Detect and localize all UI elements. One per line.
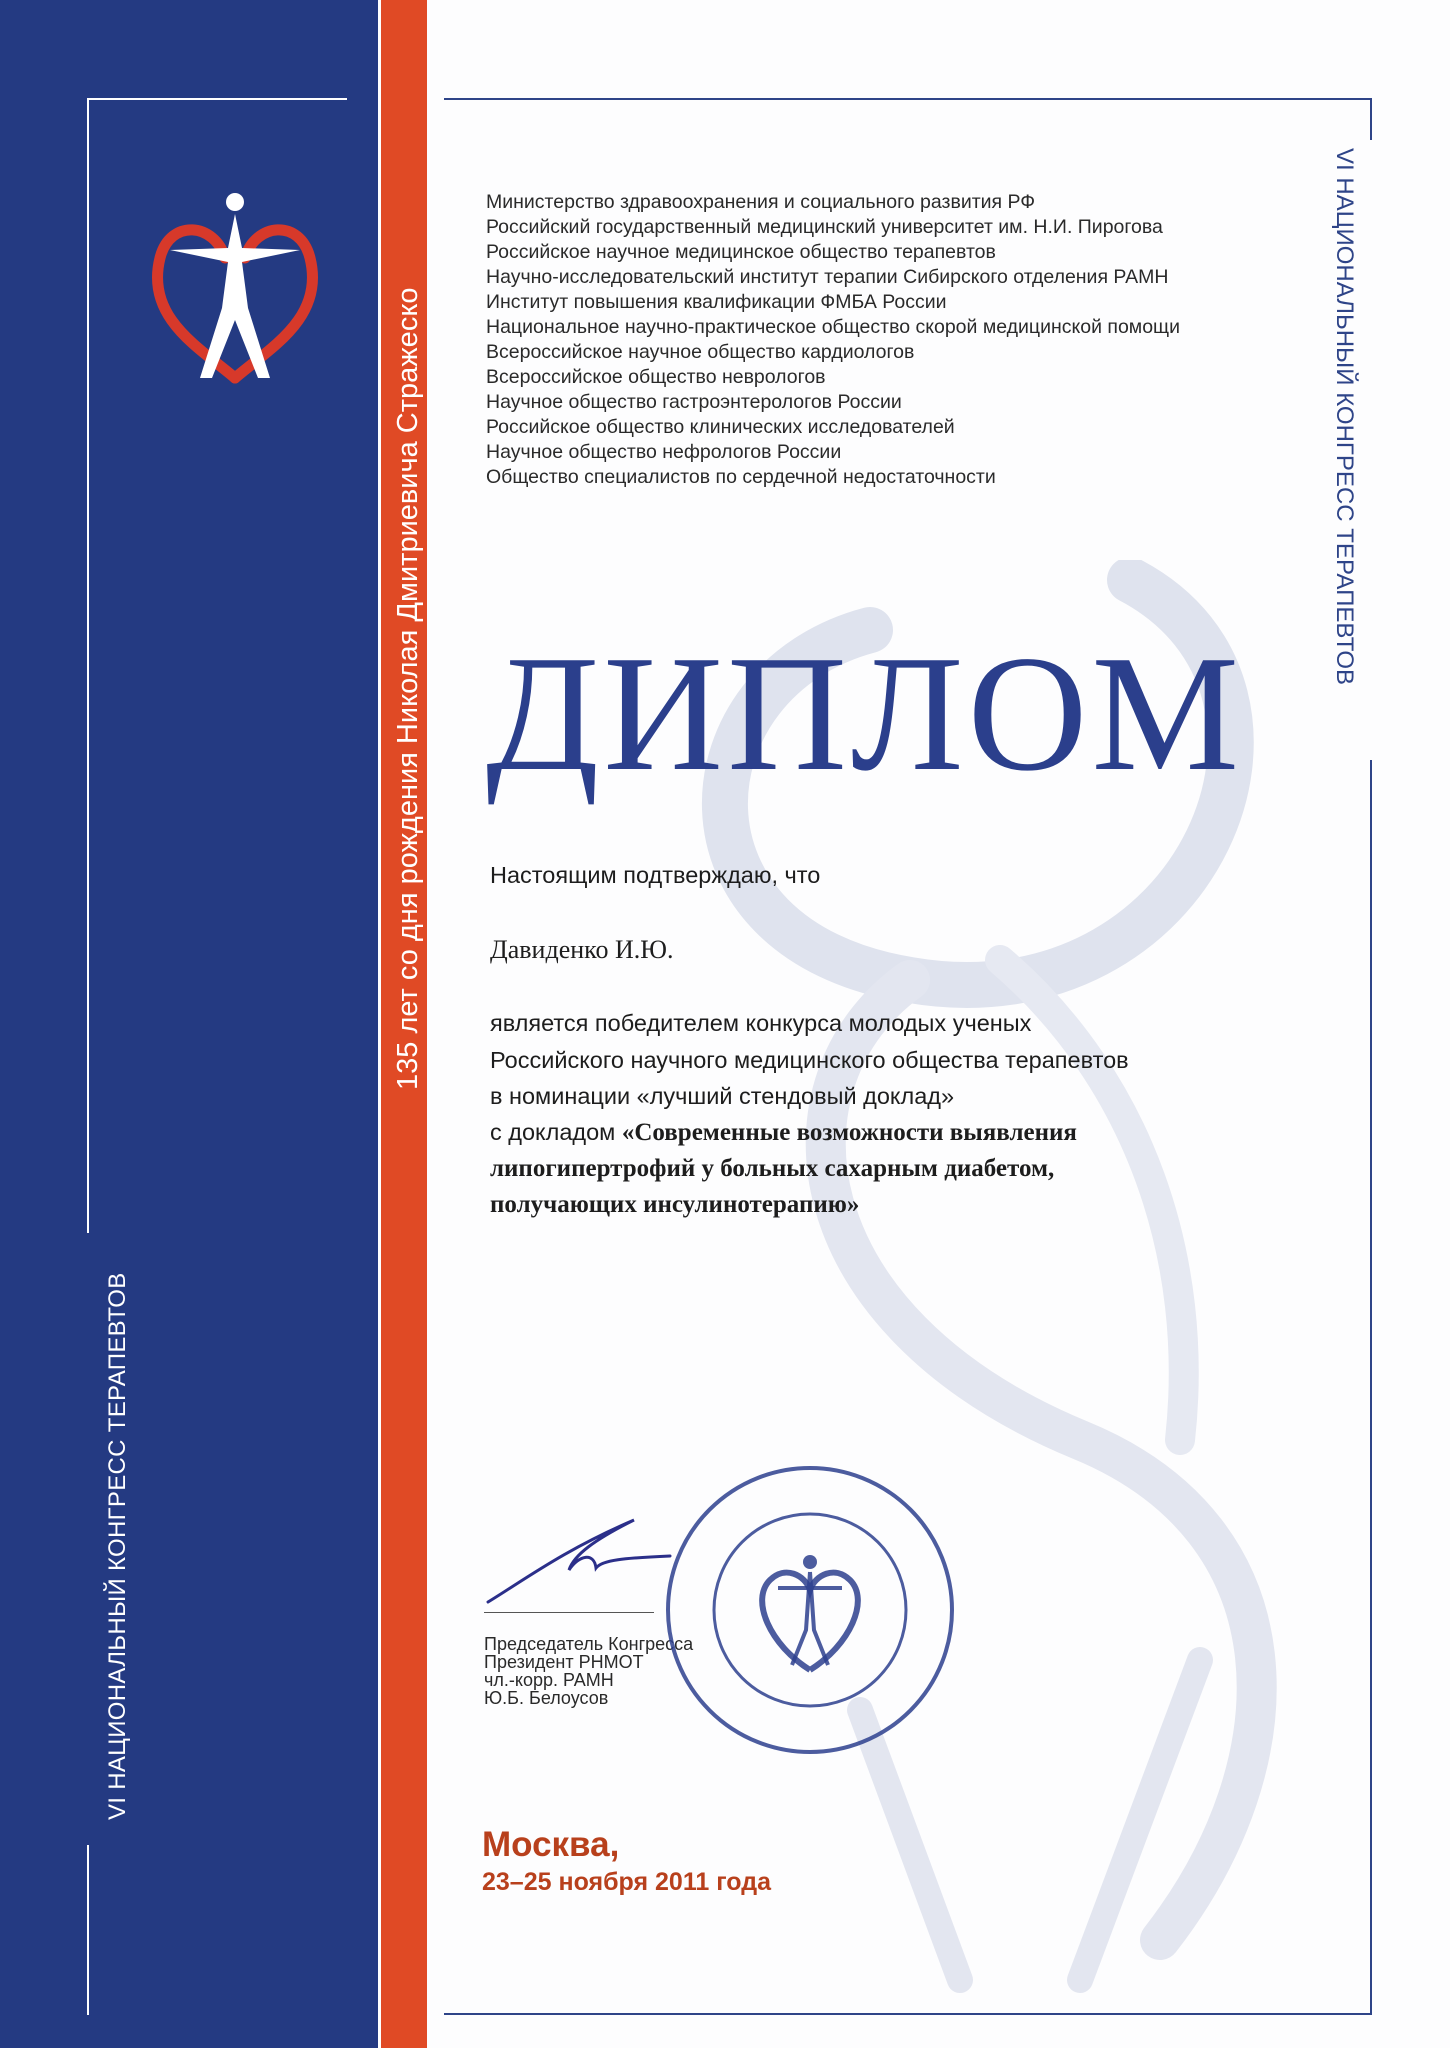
nomination-line: в номинации «лучший стендовый доклад» — [490, 1083, 955, 1109]
congress-logo-icon — [140, 188, 330, 388]
award-line: является победителем конкурса молодых ученых — [490, 1010, 1032, 1036]
organization-item: Министерство здравоохранения и социального развития РФ — [486, 191, 1036, 213]
signatory-name: Ю.Б. Белоусов — [484, 1688, 609, 1708]
frame-line — [444, 2013, 1372, 2015]
band-frame-line — [87, 98, 89, 1233]
frame-line — [444, 98, 1372, 100]
recipient-name: Давиденко И.Ю. — [490, 935, 674, 964]
organization-item: Российское общество клинических исследователей — [486, 416, 955, 438]
diploma-title: ДИПЛОМ — [486, 621, 1244, 805]
band-frame-line — [87, 98, 347, 100]
organization-item: Всероссийское общество неврологов — [486, 366, 826, 388]
report-title-cont: получающих инсулинотерапию» — [490, 1191, 860, 1218]
signature-underline — [484, 1612, 654, 1613]
signatory-role: Президент РНМОТ — [484, 1652, 644, 1672]
organization-item: Общество специалистов по сердечной недостаточности — [486, 466, 996, 488]
organizations-list — [486, 190, 1180, 490]
report-title-cont: липогипертрофий у больных сахарным диабетом, — [490, 1155, 1055, 1182]
congress-vertical-label: VI НАЦИОНАЛЬНЫЙ КОНГРЕСС ТЕРАПЕВТОВ — [104, 1272, 131, 1820]
signatory-role: Председатель Конгресса — [484, 1634, 694, 1654]
band-frame-line — [87, 1845, 89, 2015]
organization-item: Национальное научно-практическое общество скорой медицинской помощи — [486, 316, 1180, 338]
organization-item: Всероссийское научное общество кардиологов — [486, 341, 915, 363]
organization-item: Российское научное медицинское общество терапевтов — [486, 241, 996, 263]
award-line: Российского научного медицинского общества терапевтов — [490, 1047, 1129, 1073]
organization-item: Российский государственный медицинский университет им. Н.И. Пирогова — [486, 216, 1163, 238]
footer-city: Москва, — [482, 1825, 620, 1864]
anniversary-vertical-label: 135 лет со дня рождения Николая Дмитриевича Стражеско — [392, 287, 424, 1090]
congress-stamp — [660, 1460, 960, 1760]
organization-item: Институт повышения квалификации ФМБА России — [486, 291, 947, 313]
signatory-role: чл.-корр. РАМН — [484, 1670, 614, 1690]
congress-vertical-label-right: VI НАЦИОНАЛЬНЫЙ КОНГРЕСС ТЕРАПЕВТОВ — [1331, 148, 1358, 685]
report-line — [490, 1119, 1077, 1147]
organization-item: Научное общество гастроэнтерологов России — [486, 391, 902, 413]
signature-image — [484, 1510, 674, 1610]
confirmation-text: Настоящим подтверждаю, что — [490, 862, 821, 888]
frame-line — [1370, 98, 1372, 140]
footer-dates: 23–25 ноября 2011 года — [482, 1868, 771, 1896]
report-title: «Современные возможности выявления — [621, 1119, 1077, 1146]
organization-item: Научное общество нефрологов России — [486, 441, 842, 463]
organization-item: Научно-исследовательский институт терапии Сибирского отделения РАМН — [486, 266, 1169, 288]
report-prefix: с докладом — [490, 1119, 622, 1145]
frame-line — [1370, 760, 1372, 2015]
